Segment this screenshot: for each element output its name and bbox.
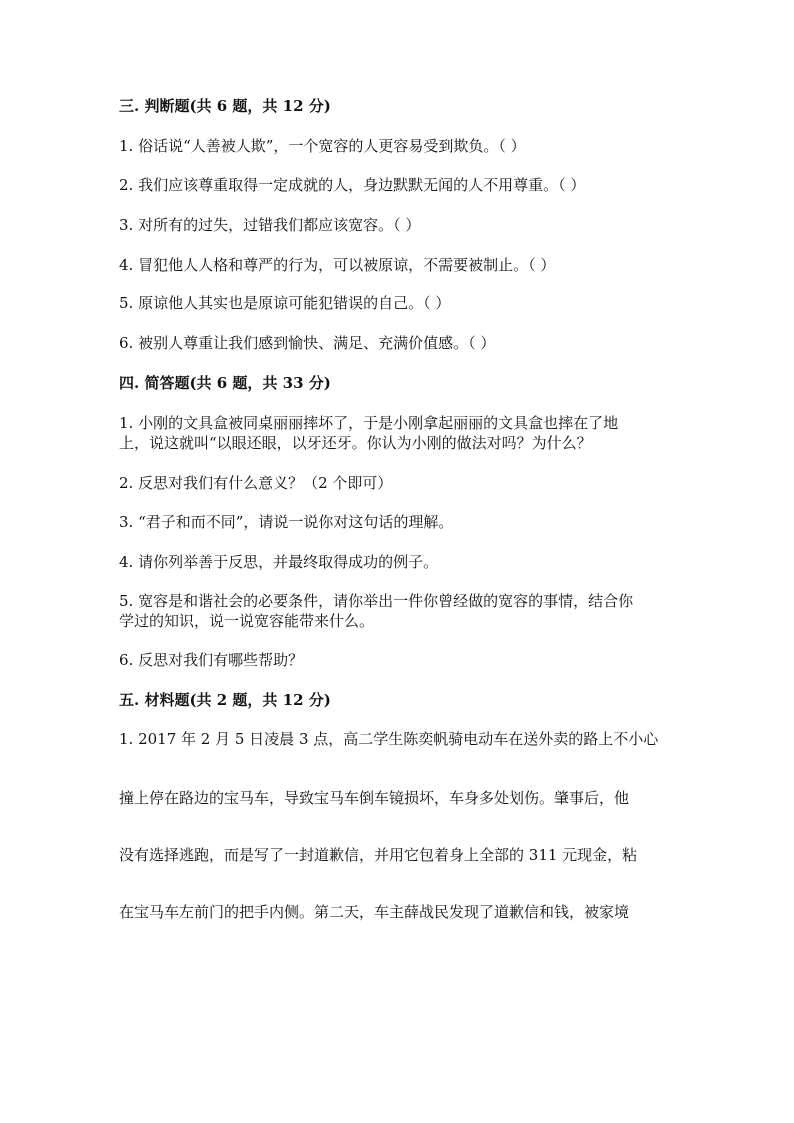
judgment-question-2: 2. 我们应该尊重取得一定成就的人，身边默默无闻的人不用尊重。（ ） [119,176,586,194]
material-text-line-3: 没有选择逃跑，而是写了一封道歉信，并用它包着身上全部的 311 元现金，粘 [119,846,638,864]
short-answer-5-line-2: 学过的知识，说一说宽容能带来什么。 [119,612,375,630]
material-text-line-4: 在宝马车左前门的把手内侧。第二天，车主薛战民发现了道歉信和钱，被家境 [119,903,630,921]
short-answer-2: 2. 反思对我们有什么意义？（2 个即可） [119,474,393,492]
short-answer-1-line-1: 1. 小刚的文具盒被同桌丽丽摔坏了，于是小刚拿起丽丽的文具盒也摔在了地 [119,414,619,432]
short-answer-5-line-1: 5. 宽容是和谐社会的必要条件，请你举出一件你曾经做的宽容的事情，结合你 [119,592,634,610]
judgment-question-4: 4. 冒犯他人人格和尊严的行为，可以被原谅，不需要被制止。（ ） [119,256,556,274]
material-text-line-1: 1. 2017 年 2 月 5 日凌晨 3 点，高二学生陈奕帆骑电动车在送外卖的路上不小心 [119,730,659,748]
material-text-line-2: 撞上停在路边的宝马车，导致宝马车倒车镜损坏，车身多处划伤。肇事后，他 [119,789,630,807]
judgment-question-6: 6. 被别人尊重让我们感到愉快、满足、充满价值感。（ ） [119,334,496,352]
judgment-question-1: 1. 俗话说“人善被人欺”，一个宽容的人更容易受到欺负。（ ） [119,137,526,155]
short-answer-1-line-2: 上，说这就叫“以眼还眼，以牙还牙。你认为小刚的做法对吗？为什么？ [119,434,592,452]
section-4-heading: 四. 简答题(共 6 题，共 33 分) [119,374,331,392]
short-answer-3: 3. “君子和而不同”，请说一说你对这句话的理解。 [119,513,454,531]
short-answer-6: 6. 反思对我们有哪些帮助？ [119,651,304,669]
judgment-question-3: 3. 对所有的过失，过错我们都应该宽容。（ ） [119,216,421,234]
short-answer-4: 4. 请你列举善于反思，并最终取得成功的例子。 [119,553,439,571]
section-3-heading: 三. 判断题(共 6 题，共 12 分) [119,97,331,115]
section-5-heading: 五. 材料题(共 2 题，共 12 分) [119,691,331,709]
judgment-question-5: 5. 原谅他人其实也是原谅可能犯错误的自己。（ ） [119,294,451,312]
